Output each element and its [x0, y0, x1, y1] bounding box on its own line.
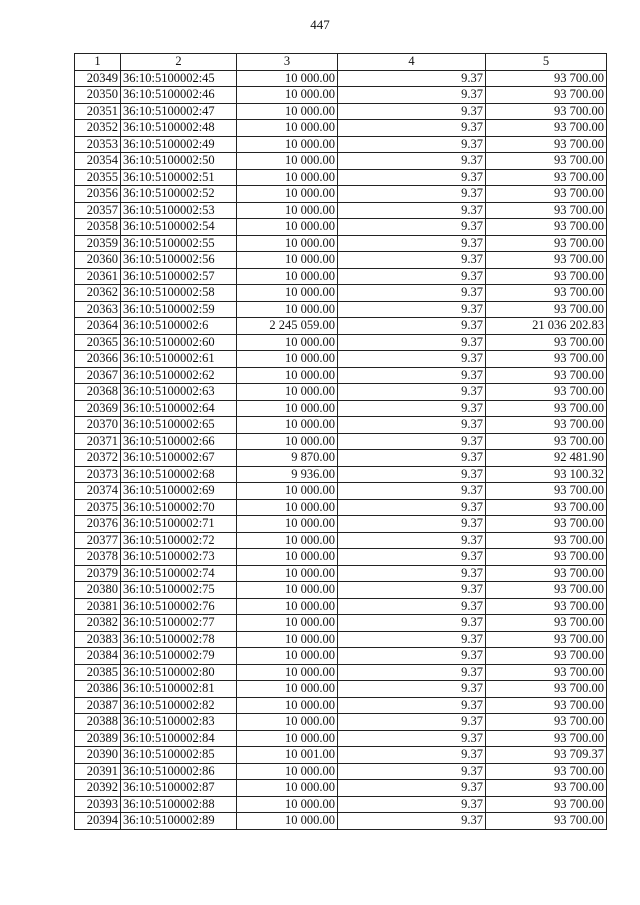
cadastral-number-cell: 36:10:5100002:76: [121, 598, 237, 615]
table-row: [75, 714, 607, 731]
cadastral-number-cell: 36:10:5100002:45: [121, 70, 237, 87]
total-cell: 93 700.00: [486, 252, 607, 269]
cadastral-number-cell: 36:10:5100002:57: [121, 268, 237, 285]
area-cell: 10 000.00: [237, 532, 338, 549]
row-number-cell: 20367: [75, 367, 121, 384]
area-cell: 10 000.00: [237, 186, 338, 203]
table-row: [75, 598, 607, 615]
total-cell: 93 700.00: [486, 219, 607, 236]
total-cell: 93 700.00: [486, 763, 607, 780]
total-cell: 93 700.00: [486, 235, 607, 252]
rate-cell: 9.37: [338, 796, 486, 813]
row-number-cell: 20381: [75, 598, 121, 615]
area-cell: 10 000.00: [237, 400, 338, 417]
table-row: [75, 219, 607, 236]
rate-cell: 9.37: [338, 565, 486, 582]
cadastral-number-cell: 36:10:5100002:49: [121, 136, 237, 153]
page-number: 447: [310, 17, 330, 32]
row-number-cell: 20379: [75, 565, 121, 582]
cadastral-number-cell: 36:10:5100002:88: [121, 796, 237, 813]
total-cell: 93 700.00: [486, 351, 607, 368]
cadastral-number-cell: 36:10:5100002:67: [121, 450, 237, 467]
area-cell: 10 000.00: [237, 285, 338, 302]
area-cell: 10 000.00: [237, 433, 338, 450]
row-number-cell: 20378: [75, 549, 121, 566]
column-header: 4: [338, 54, 486, 71]
table-row: [75, 202, 607, 219]
total-cell: 93 700.00: [486, 87, 607, 104]
table-row: [75, 780, 607, 797]
rate-cell: 9.37: [338, 813, 486, 830]
area-cell: 10 000.00: [237, 796, 338, 813]
cadastral-number-cell: 36:10:5100002:55: [121, 235, 237, 252]
table-row: [75, 351, 607, 368]
table-row: [75, 582, 607, 599]
total-cell: 93 700.00: [486, 499, 607, 516]
cadastral-number-cell: 36:10:5100002:54: [121, 219, 237, 236]
table-row: [75, 648, 607, 665]
rate-cell: 9.37: [338, 532, 486, 549]
area-cell: 10 000.00: [237, 582, 338, 599]
table-row: [75, 747, 607, 764]
cadastral-number-cell: 36:10:5100002:60: [121, 334, 237, 351]
total-cell: 93 700.00: [486, 186, 607, 203]
cadastral-number-cell: 36:10:5100002:79: [121, 648, 237, 665]
cadastral-number-cell: 36:10:5100002:46: [121, 87, 237, 104]
total-cell: 93 700.00: [486, 714, 607, 731]
area-cell: 10 000.00: [237, 499, 338, 516]
table-row: [75, 681, 607, 698]
total-cell: 93 700.00: [486, 169, 607, 186]
table-body: [75, 70, 607, 829]
table-row: [75, 268, 607, 285]
rate-cell: 9.37: [338, 730, 486, 747]
row-number-cell: 20360: [75, 252, 121, 269]
rate-cell: 9.37: [338, 202, 486, 219]
total-cell: 93 700.00: [486, 549, 607, 566]
rate-cell: 9.37: [338, 450, 486, 467]
area-cell: 10 000.00: [237, 120, 338, 137]
rate-cell: 9.37: [338, 598, 486, 615]
area-cell: 10 000.00: [237, 664, 338, 681]
row-number-cell: 20350: [75, 87, 121, 104]
table-row: [75, 532, 607, 549]
total-cell: 93 700.00: [486, 615, 607, 632]
area-cell: 10 000.00: [237, 780, 338, 797]
rate-cell: 9.37: [338, 153, 486, 170]
table-row: [75, 384, 607, 401]
total-cell: 93 700.00: [486, 417, 607, 434]
rate-cell: 9.37: [338, 186, 486, 203]
rate-cell: 9.37: [338, 763, 486, 780]
table-row: [75, 631, 607, 648]
area-cell: 10 000.00: [237, 202, 338, 219]
table-row: [75, 318, 607, 335]
row-number-cell: 20382: [75, 615, 121, 632]
total-cell: 93 700.00: [486, 202, 607, 219]
table-row: [75, 235, 607, 252]
table-row: [75, 516, 607, 533]
total-cell: 93 700.00: [486, 565, 607, 582]
table-row: [75, 433, 607, 450]
total-cell: 93 100.32: [486, 466, 607, 483]
row-number-cell: 20349: [75, 70, 121, 87]
row-number-cell: 20353: [75, 136, 121, 153]
total-cell: 93 700.00: [486, 796, 607, 813]
row-number-cell: 20355: [75, 169, 121, 186]
table-row: [75, 499, 607, 516]
cadastral-number-cell: 36:10:5100002:68: [121, 466, 237, 483]
cadastral-number-cell: 36:10:5100002:64: [121, 400, 237, 417]
area-cell: 10 000.00: [237, 730, 338, 747]
rate-cell: 9.37: [338, 466, 486, 483]
row-number-cell: 20391: [75, 763, 121, 780]
table-row: [75, 565, 607, 582]
area-cell: 10 000.00: [237, 565, 338, 582]
rate-cell: 9.37: [338, 120, 486, 137]
cadastral-number-cell: 36:10:5100002:56: [121, 252, 237, 269]
row-number-cell: 20380: [75, 582, 121, 599]
row-number-cell: 20385: [75, 664, 121, 681]
area-cell: 9 936.00: [237, 466, 338, 483]
cadastral-number-cell: 36:10:5100002:89: [121, 813, 237, 830]
row-number-cell: 20388: [75, 714, 121, 731]
row-number-cell: 20352: [75, 120, 121, 137]
cadastral-number-cell: 36:10:5100002:62: [121, 367, 237, 384]
rate-cell: 9.37: [338, 268, 486, 285]
area-cell: 10 000.00: [237, 697, 338, 714]
row-number-cell: 20389: [75, 730, 121, 747]
cadastral-number-cell: 36:10:5100002:86: [121, 763, 237, 780]
table-row: [75, 697, 607, 714]
table-row: [75, 285, 607, 302]
total-cell: 93 700.00: [486, 70, 607, 87]
cadastral-number-cell: 36:10:5100002:58: [121, 285, 237, 302]
area-cell: 10 000.00: [237, 763, 338, 780]
table-row: [75, 417, 607, 434]
column-header: 2: [121, 54, 237, 71]
total-cell: 93 709.37: [486, 747, 607, 764]
row-number-cell: 20374: [75, 483, 121, 500]
rate-cell: 9.37: [338, 301, 486, 318]
table-row: [75, 730, 607, 747]
area-cell: 10 000.00: [237, 219, 338, 236]
area-cell: 10 000.00: [237, 631, 338, 648]
cadastral-number-cell: 36:10:5100002:74: [121, 565, 237, 582]
area-cell: 10 000.00: [237, 681, 338, 698]
cadastral-number-cell: 36:10:5100002:78: [121, 631, 237, 648]
rate-cell: 9.37: [338, 136, 486, 153]
row-number-cell: 20357: [75, 202, 121, 219]
area-cell: 10 000.00: [237, 103, 338, 120]
area-cell: 10 001.00: [237, 747, 338, 764]
table-row: [75, 549, 607, 566]
total-cell: 93 700.00: [486, 400, 607, 417]
cadastral-number-cell: 36:10:5100002:72: [121, 532, 237, 549]
row-number-cell: 20358: [75, 219, 121, 236]
cadastral-number-cell: 36:10:5100002:47: [121, 103, 237, 120]
row-number-cell: 20372: [75, 450, 121, 467]
cadastral-number-cell: 36:10:5100002:51: [121, 169, 237, 186]
area-cell: 10 000.00: [237, 334, 338, 351]
total-cell: 21 036 202.83: [486, 318, 607, 335]
cadastral-number-cell: 36:10:5100002:50: [121, 153, 237, 170]
rate-cell: 9.37: [338, 169, 486, 186]
area-cell: 2 245 059.00: [237, 318, 338, 335]
area-cell: 10 000.00: [237, 136, 338, 153]
rate-cell: 9.37: [338, 400, 486, 417]
table-row: [75, 483, 607, 500]
area-cell: 10 000.00: [237, 516, 338, 533]
row-number-cell: 20368: [75, 384, 121, 401]
total-cell: 93 700.00: [486, 582, 607, 599]
area-cell: 10 000.00: [237, 351, 338, 368]
cadastral-number-cell: 36:10:5100002:61: [121, 351, 237, 368]
area-cell: 10 000.00: [237, 153, 338, 170]
table-row: [75, 813, 607, 830]
row-number-cell: 20356: [75, 186, 121, 203]
table-row: [75, 334, 607, 351]
column-header: 1: [75, 54, 121, 71]
area-cell: 10 000.00: [237, 714, 338, 731]
rate-cell: 9.37: [338, 615, 486, 632]
total-cell: 93 700.00: [486, 120, 607, 137]
rate-cell: 9.37: [338, 70, 486, 87]
row-number-cell: 20364: [75, 318, 121, 335]
total-cell: 93 700.00: [486, 598, 607, 615]
area-cell: 10 000.00: [237, 549, 338, 566]
table-row: [75, 664, 607, 681]
row-number-cell: 20361: [75, 268, 121, 285]
area-cell: 10 000.00: [237, 483, 338, 500]
rate-cell: 9.37: [338, 252, 486, 269]
area-cell: 10 000.00: [237, 598, 338, 615]
table-row: [75, 615, 607, 632]
total-cell: 93 700.00: [486, 301, 607, 318]
row-number-cell: 20384: [75, 648, 121, 665]
area-cell: 10 000.00: [237, 813, 338, 830]
row-number-cell: 20359: [75, 235, 121, 252]
area-cell: 10 000.00: [237, 268, 338, 285]
cadastral-number-cell: 36:10:5100002:59: [121, 301, 237, 318]
cadastral-number-cell: 36:10:5100002:83: [121, 714, 237, 731]
total-cell: 93 700.00: [486, 648, 607, 665]
table-row: [75, 796, 607, 813]
cadastral-number-cell: 36:10:5100002:81: [121, 681, 237, 698]
total-cell: 93 700.00: [486, 285, 607, 302]
rate-cell: 9.37: [338, 780, 486, 797]
row-number-cell: 20371: [75, 433, 121, 450]
row-number-cell: 20370: [75, 417, 121, 434]
row-number-cell: 20363: [75, 301, 121, 318]
rate-cell: 9.37: [338, 87, 486, 104]
total-cell: 93 700.00: [486, 664, 607, 681]
total-cell: 93 700.00: [486, 813, 607, 830]
table-row: [75, 70, 607, 87]
row-number-cell: 20376: [75, 516, 121, 533]
table-row: [75, 87, 607, 104]
row-number-cell: 20362: [75, 285, 121, 302]
table-row: [75, 367, 607, 384]
row-number-cell: 20383: [75, 631, 121, 648]
rate-cell: 9.37: [338, 549, 486, 566]
cadastral-number-cell: 36:10:5100002:6: [121, 318, 237, 335]
rate-cell: 9.37: [338, 219, 486, 236]
total-cell: 92 481.90: [486, 450, 607, 467]
area-cell: 9 870.00: [237, 450, 338, 467]
column-header: 5: [486, 54, 607, 71]
table-row: [75, 153, 607, 170]
total-cell: 93 700.00: [486, 697, 607, 714]
area-cell: 10 000.00: [237, 87, 338, 104]
total-cell: 93 700.00: [486, 334, 607, 351]
row-number-cell: 20392: [75, 780, 121, 797]
row-number-cell: 20393: [75, 796, 121, 813]
rate-cell: 9.37: [338, 334, 486, 351]
rate-cell: 9.37: [338, 235, 486, 252]
total-cell: 93 700.00: [486, 631, 607, 648]
table-row: [75, 466, 607, 483]
table-header-row: [75, 54, 607, 71]
table-row: [75, 120, 607, 137]
cadastral-number-cell: 36:10:5100002:53: [121, 202, 237, 219]
rate-cell: 9.37: [338, 433, 486, 450]
total-cell: 93 700.00: [486, 681, 607, 698]
cadastral-number-cell: 36:10:5100002:48: [121, 120, 237, 137]
row-number-cell: 20394: [75, 813, 121, 830]
area-cell: 10 000.00: [237, 615, 338, 632]
rate-cell: 9.37: [338, 697, 486, 714]
rate-cell: 9.37: [338, 384, 486, 401]
table-row: [75, 400, 607, 417]
total-cell: 93 700.00: [486, 780, 607, 797]
row-number-cell: 20354: [75, 153, 121, 170]
rate-cell: 9.37: [338, 582, 486, 599]
total-cell: 93 700.00: [486, 153, 607, 170]
row-number-cell: 20377: [75, 532, 121, 549]
table-row: [75, 186, 607, 203]
cadastral-number-cell: 36:10:5100002:63: [121, 384, 237, 401]
cadastral-number-cell: 36:10:5100002:73: [121, 549, 237, 566]
total-cell: 93 700.00: [486, 483, 607, 500]
rate-cell: 9.37: [338, 714, 486, 731]
area-cell: 10 000.00: [237, 384, 338, 401]
rate-cell: 9.37: [338, 664, 486, 681]
rate-cell: 9.37: [338, 648, 486, 665]
area-cell: 10 000.00: [237, 252, 338, 269]
total-cell: 93 700.00: [486, 532, 607, 549]
cadastral-number-cell: 36:10:5100002:77: [121, 615, 237, 632]
rate-cell: 9.37: [338, 483, 486, 500]
table-row: [75, 301, 607, 318]
total-cell: 93 700.00: [486, 268, 607, 285]
cadastral-number-cell: 36:10:5100002:71: [121, 516, 237, 533]
total-cell: 93 700.00: [486, 136, 607, 153]
rate-cell: 9.37: [338, 516, 486, 533]
cadastral-number-cell: 36:10:5100002:82: [121, 697, 237, 714]
total-cell: 93 700.00: [486, 516, 607, 533]
table-row: [75, 169, 607, 186]
rate-cell: 9.37: [338, 631, 486, 648]
cadastral-number-cell: 36:10:5100002:66: [121, 433, 237, 450]
total-cell: 93 700.00: [486, 730, 607, 747]
cadastral-number-cell: 36:10:5100002:52: [121, 186, 237, 203]
row-number-cell: 20351: [75, 103, 121, 120]
rate-cell: 9.37: [338, 417, 486, 434]
table-row: [75, 103, 607, 120]
total-cell: 93 700.00: [486, 103, 607, 120]
cadastral-number-cell: 36:10:5100002:70: [121, 499, 237, 516]
registry-table: [74, 53, 607, 830]
row-number-cell: 20369: [75, 400, 121, 417]
cadastral-number-cell: 36:10:5100002:87: [121, 780, 237, 797]
rate-cell: 9.37: [338, 747, 486, 764]
rate-cell: 9.37: [338, 103, 486, 120]
total-cell: 93 700.00: [486, 384, 607, 401]
cadastral-number-cell: 36:10:5100002:84: [121, 730, 237, 747]
area-cell: 10 000.00: [237, 367, 338, 384]
rate-cell: 9.37: [338, 318, 486, 335]
rate-cell: 9.37: [338, 499, 486, 516]
column-header: 3: [237, 54, 338, 71]
area-cell: 10 000.00: [237, 235, 338, 252]
row-number-cell: 20375: [75, 499, 121, 516]
total-cell: 93 700.00: [486, 367, 607, 384]
table-row: [75, 450, 607, 467]
rate-cell: 9.37: [338, 351, 486, 368]
cadastral-number-cell: 36:10:5100002:80: [121, 664, 237, 681]
rate-cell: 9.37: [338, 681, 486, 698]
area-cell: 10 000.00: [237, 70, 338, 87]
table-row: [75, 252, 607, 269]
area-cell: 10 000.00: [237, 169, 338, 186]
row-number-cell: 20387: [75, 697, 121, 714]
rate-cell: 9.37: [338, 285, 486, 302]
table-row: [75, 763, 607, 780]
area-cell: 10 000.00: [237, 417, 338, 434]
cadastral-number-cell: 36:10:5100002:69: [121, 483, 237, 500]
cadastral-number-cell: 36:10:5100002:65: [121, 417, 237, 434]
cadastral-number-cell: 36:10:5100002:75: [121, 582, 237, 599]
table-row: [75, 136, 607, 153]
cadastral-number-cell: 36:10:5100002:85: [121, 747, 237, 764]
total-cell: 93 700.00: [486, 433, 607, 450]
area-cell: 10 000.00: [237, 301, 338, 318]
row-number-cell: 20373: [75, 466, 121, 483]
row-number-cell: 20386: [75, 681, 121, 698]
area-cell: 10 000.00: [237, 648, 338, 665]
row-number-cell: 20366: [75, 351, 121, 368]
row-number-cell: 20365: [75, 334, 121, 351]
row-number-cell: 20390: [75, 747, 121, 764]
rate-cell: 9.37: [338, 367, 486, 384]
